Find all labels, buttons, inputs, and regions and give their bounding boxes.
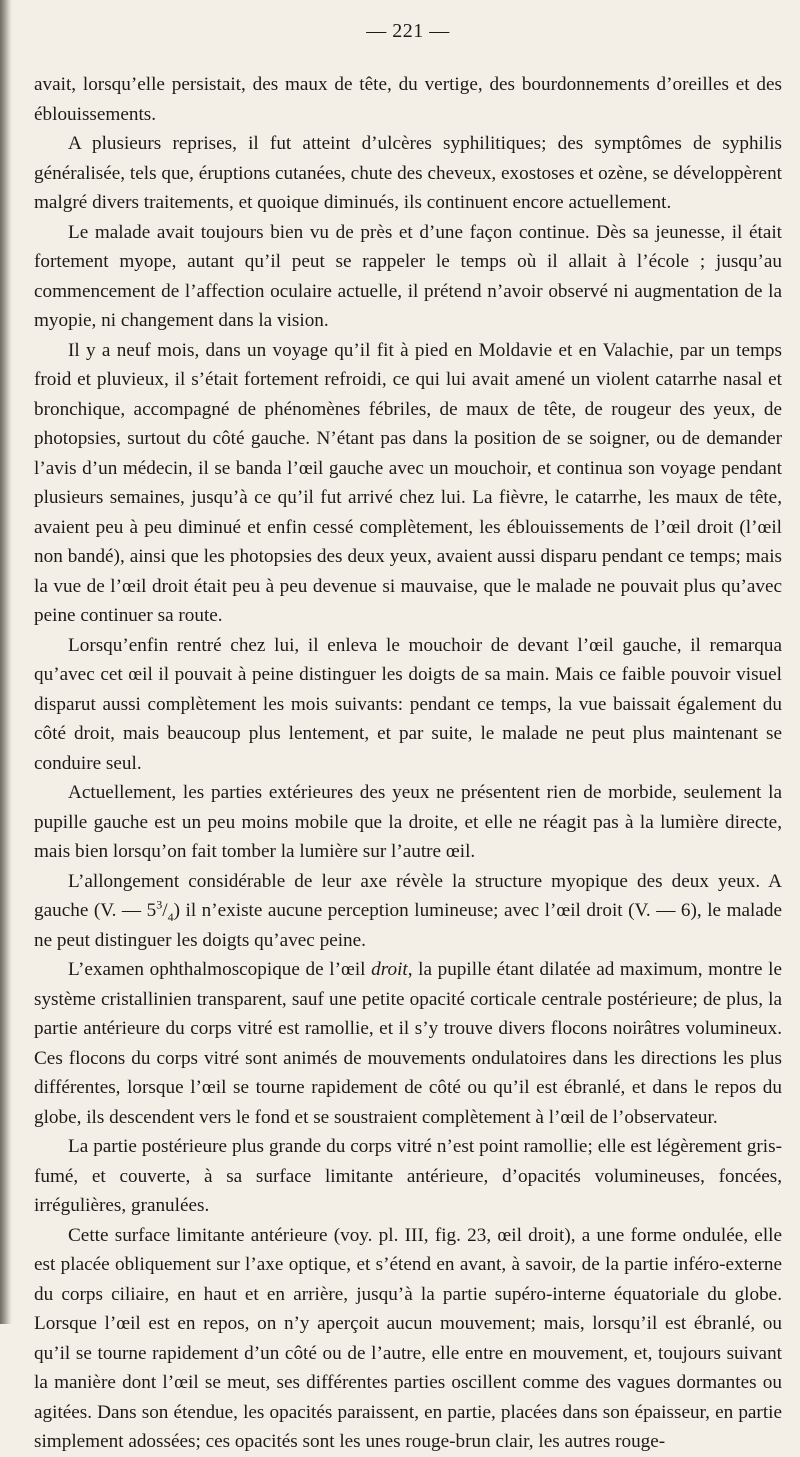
paragraph-1: avait, lorsqu’elle persistait, des maux de tête, du vertige, des bourdonnements d’oreilles et des éblouissements. [34,74,782,125]
book-binding-shadow [0,0,12,1324]
paragraph-10: Cette surface limitante antérieure (voy. pl. III, fig. 23, œil droit), a une forme ondulée, elle est placée obliquement sur l’axe optique, et s’étend en avant, à savoir, de la partie inféro-externe du corps ciliaire, en haut et en arrière, jusqu’à la partie supéro-interne équatoriale du globe. Lorsque l’œil est en repos, on n’y aperçoit aucun mouvement; mais, lorsqu’il est ébranlé, ou qu’il se tourne rapidement d’un côté ou de l’autre, elle entre en mouvement, et, toujours suivant la manière dont l’œil se meut, ses différentes parties oscillent comme des vagues dormantes ou agitées. Dans son étendue, les opacités paraissent, en partie, placées dans son épaisseur, en partie simplement adossées; ces opacités sont les unes rouge-brun clair, les autres rouge- [34,1224,782,1452]
paragraph-4: Il y a neuf mois, dans un voyage qu’il fit à pied en Moldavie et en Valachie, par un temps froid et pluvieux, il s’était fortement refroidi, ce qui lui avait amené un violent catarrhe nasal et bronchique, accompagné de phénomènes fébriles, de maux de tête, de rougeur des yeux, de photopsies, surtout du côté gauche. N’étant pas dans la position de se soigner, ou de demander l’avis d’un médecin, il se banda l’œil gauche avec un mouchoir, et continua son voyage pendant plusieurs semaines, jusqu’à ce qu’il fut arrivé chez lui. La fièvre, le catarrhe, les maux de tête, avaient peu à peu diminué et enfin cessé complètement, les éblouissements de l’œil droit (l’œil non bandé), ainsi que les photopsies des deux yeux, avaient aussi disparu pendant ce temps; mais la vue de l’œil droit était peu à peu devenue si mauvaise, que le malade ne pouvait plus qu’avec peine continuer sa route. [34,339,782,626]
fraction-denominator: 4 [167,909,174,924]
paragraph-7-text-b: ) il n’existe aucune perception lumineuse; avec l’œil droit (V. — 6), le malade ne peut distinguer les doigts qu’avec peine. [34,900,782,951]
body-text [34,70,782,1457]
book-page [34,0,782,1452]
paragraph-8 [34,955,782,1132]
fraction-numerator: 3 [156,897,163,912]
paragraph-7: L’allongement considérable de leur axe révèle la structure myopique des deux yeux. A gauche (V. — $5^3/_4$) il n’existe aucune perception lumineuse; avec l’œil droit (V. — 6), le malade ne peut distinguer les doigts qu’avec peine. [34,870,782,951]
paragraph-3: Le malade avait toujours bien vu de près et d’une façon continue. Dès sa jeunesse, il était fortement myope, autant qu’il peut se rappeler le temps où il allait à l’école ; jusqu’au commencement de l’affection oculaire actuelle, il prétend n’avoir observé ni augmentation de la myopie, ni changement dans la vision. [34,221,782,331]
paragraph-2: A plusieurs reprises, il fut atteint d’ulcères syphilitiques; des symptômes de syphilis généralisée, tels que, éruptions cutanées, chute des cheveux, exostoses et ozène, se développèrent malgré divers traitements, et quoique diminués, ils continuent encore actuellement. [34,133,782,213]
paragraph-7-text-a: L’allongement considérable de leur axe révèle la structure myopique des deux yeux. A gauche (V. — 5 [34,870,782,921]
paragraph-8-text-a: L’examen ophthalmoscopique de l’œil [68,959,372,980]
paragraph-9: La partie postérieure plus grande du corps vitré n’est point ramollie; elle est légèrement gris-fumé, et couverte, à sa surface limitante antérieure, d’opacités volumineuses, foncées, irrégulières, granulées. [34,1136,782,1216]
paragraph-8-text-b: , la pupille étant dilatée ad maximum, montre le système cristallinien transparent, sauf une petite opacité corticale centrale postérieure; de plus, la partie antérieure du corps vitré est ramollie, et il s’y trouve divers flocons noirâtres volumineux. Ces flocons du corps vitré sont animés de mouvements ondulatoires dans les directions les plus différentes, lorsque l’œil se tourne rapidement de côté ou qu’il est ébranlé, et dans le repos du globe, ils descendent vers le fond et se soustraient complètement à l’œil de l’observateur. [34,959,782,1128]
italic-word-droit: droit [371,959,408,980]
paragraph-5: Lorsqu’enfin rentré chez lui, il enleva le mouchoir de devant l’œil gauche, il remarqua qu’avec cet œil il pouvait à peine distinguer les doigts de sa main. Mais ce faible pouvoir visuel disparut aussi complètement les mois suivants: pendant ce temps, la vue baissait également du côté droit, mais beaucoup plus lentement, et par suite, le malade ne peut plus maintenant se conduire seul. [34,634,782,774]
page-number: — 221 — [366,20,450,42]
paragraph-6: Actuellement, les parties extérieures des yeux ne présentent rien de morbide, seulement la pupille gauche est un peu moins mobile que la droite, et elle ne réagit pas à la lumière directe, mais bien lorsqu’on fait tomber la lumière sur l’autre œil. [34,782,782,862]
